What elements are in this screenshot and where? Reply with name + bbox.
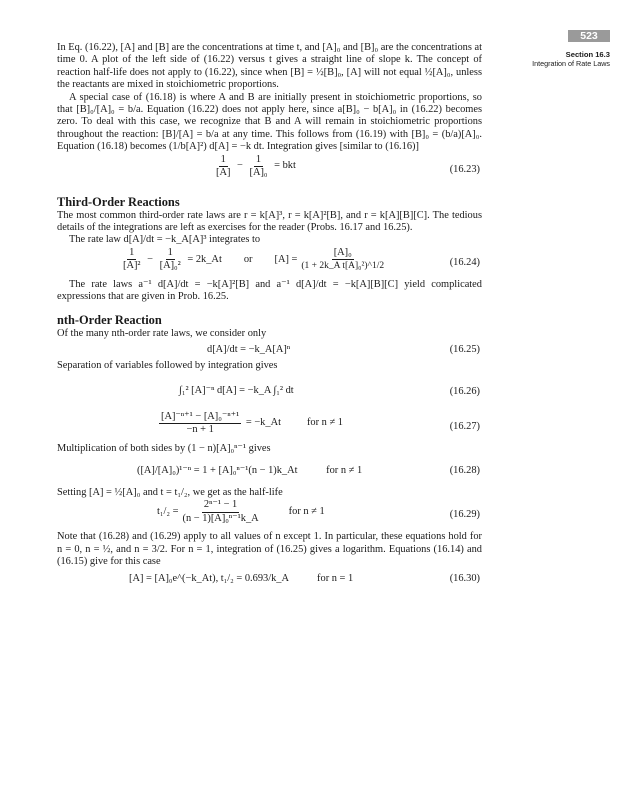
page-number: 523 [568, 30, 610, 42]
equation-16-26: ∫₁² [A]⁻ⁿ d[A] = −k_A ∫₁² dt (16.26) [179, 384, 480, 397]
paragraph: The rate laws a⁻¹ d[A]/dt = −k[A]²[B] and a⁻¹ d[A]/dt = −k[A][B][C] yield complicated expressions that are given in Prob. 16.25. [57, 278, 482, 303]
equation-number: (16.30) [449, 572, 480, 584]
main-text-column [57, 42, 482, 589]
running-header [510, 50, 610, 68]
equation-16-30: [A] = [A]₀e^(−k_At), t₁/₂ = 0.693/k_A for n = 1 (16.30) [129, 572, 480, 584]
section-label: Section 16.3 [565, 50, 610, 59]
equation-number: (16.24) [449, 256, 480, 268]
equation-number: (16.28) [449, 464, 480, 476]
equation-16-29: t₁/₂ = $\frac{\text{2ⁿ⁻¹ − 1}}{\text{(n − 1)[A]₀ⁿ⁻¹k\_A}}$ for n ≠ 1 (16.29) [157, 499, 480, 524]
paragraph: The most common third-order rate laws are r = k[A]³, r = k[A]²[B], and r = k[A][B][C]. The tedious details of the integrations are left as exercises for the reader (Probs. 16.17 and 16.25). [57, 209, 482, 234]
paragraph: A special case of (16.18) is where A and B are initially present in stoichiometric proportions, so that [B]₀/[A]₀ = b/a. Equation (16.22) does not apply here, since a[B]₀ − b[A]₀ in (16.22) becomes zero. To deal with this case, we recognize that B and A will remain in stoichiometric proportions throughout the reaction: [B]/[A] = b/a at any time. This follows from (16.19) with [B]₀ = (b/a)[A]₀. Equation (16.18) becomes (1/b[A]²) d[A] = −k dt. Integration gives [similar to (16.16)] [57, 91, 482, 153]
equation-number: (16.27) [449, 420, 480, 432]
equation-number: (16.25) [449, 343, 480, 355]
equation-16-24: $\frac{1}{\text{[A]²}}$ − $\frac{1}{\text{[A]₀²}}$ = 2k_At or [A] = $\frac{\text{[A]₀}}{\text{(1 + 2k\_A t[A]₀²)\textasciicircum{}1/2}}$ (16.24) [123, 246, 480, 272]
paragraph: Of the many nth-order rate laws, we consider only [57, 327, 267, 339]
equation-number: (16.26) [449, 385, 480, 397]
equation-16-27: $\frac{\text{[A]⁻ⁿ⁺¹ − [A]₀⁻ⁿ⁺¹}}{-n + 1}$ = −k_At for n ≠ 1 (16.27) [161, 410, 480, 435]
equation-16-23: $\frac{1}{[A]}$ − $\frac{1}{\text{[A]₀}}$ = bkt (16.23) [216, 153, 480, 179]
equation-16-28: ([A]/[A]₀)¹⁻ⁿ = 1 + [A]₀ⁿ⁻¹(n − 1)k_At for n ≠ 1 (16.28) [137, 464, 480, 476]
paragraph: Multiplication of both sides by (1 − n)[A]₀ⁿ⁻¹ gives [57, 442, 271, 454]
paragraph: The rate law d[A]/dt = −k_A[A]³ integrates to [69, 234, 261, 246]
section-heading: nth-Order Reaction [57, 312, 162, 327]
paragraph: Note that (16.28) and (16.29) apply to all values of n except 1. In particular, these equations hold for n = 0, n = ½, and n = 3/2. For n = 1, integration of (16.25) gives a logarithm. Equations (16.14) and (16.15) give for this case [57, 531, 482, 568]
paragraph: Setting [A] = ½[A]₀ and t = t₁/₂, we get as the half-life [57, 486, 283, 498]
section-heading: Third-Order Reactions [57, 194, 180, 209]
equation-16-25: d[A]/dt = −k_A[A]ⁿ (16.25) [207, 343, 480, 356]
section-title: Integration of Rate Laws [532, 59, 610, 68]
equation-number: (16.29) [449, 509, 480, 521]
paragraph: In Eq. (16.22), [A] and [B] are the concentrations at time t, and [A]₀ and [B]₀ are the concentrations at time 0. A plot of the left side of (16.22) versus t gives a straight line of slope k. The concept of reaction half-life does not apply to (16.22), since when [B] = ½[B]₀, [A] will not equal ½[A]₀, unless the reactants are mixed in stoichiometric proportions. [57, 42, 482, 91]
paragraph: Separation of variables followed by integration gives [57, 360, 278, 372]
equation-number: (16.23) [449, 163, 480, 175]
